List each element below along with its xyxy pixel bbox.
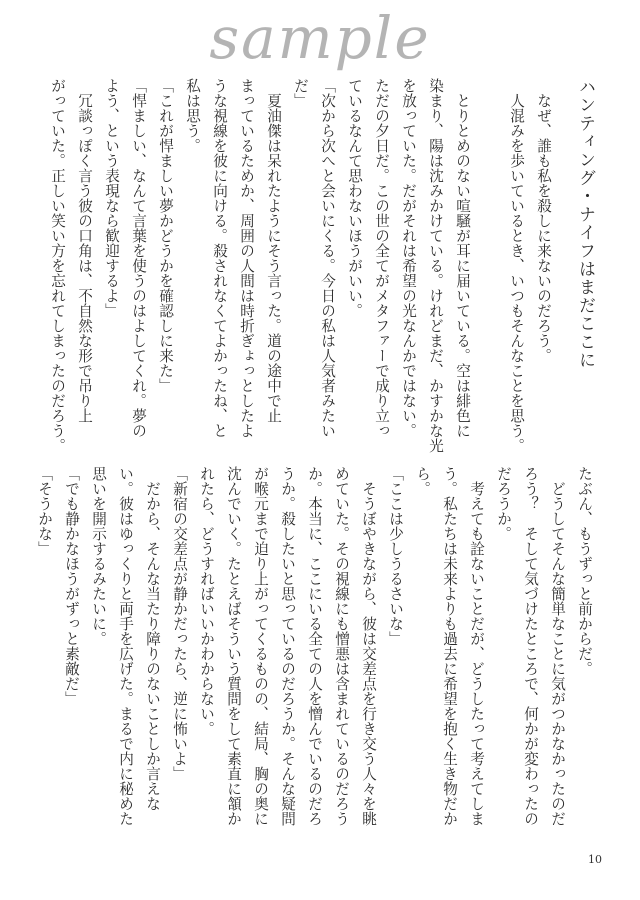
paragraph-line: ただの夕日だ。この世の全てがメタファーで成り立っ	[373, 78, 390, 438]
dialogue-line: 「そうかな」	[36, 466, 53, 556]
paragraph-line: そうぼやきながら、彼は交差点を行き交う人々を眺	[360, 480, 377, 826]
paragraph-line: 思いを開示するみたいに。	[90, 466, 107, 646]
dialogue-line: だ」	[292, 78, 309, 108]
page-number: 10	[588, 853, 602, 866]
paragraph-line: か。本当に、ここにいる全ての人を憎んでいるのだろ	[306, 466, 323, 826]
paragraph-line: 夏油傑は呆れたようにそう言った。道の途中で止	[265, 92, 282, 423]
dialogue-line: 「悍ましい、なんて言葉を使うのはよしてくれ。夢の	[130, 78, 147, 438]
paragraph-line: う。私たちは未来よりも過去に希望を抱く生き物だか	[441, 466, 458, 826]
paragraph-line: 冗談っぽく言う彼の口角は、不自然な形で吊り上	[76, 92, 93, 423]
paragraph-line: がっていた。正しい笑い方を忘れてしまったのだろう。	[49, 78, 66, 453]
dialogue-line: 「新宿の交差点が静かだったら、逆に怖いよ」	[171, 466, 188, 781]
paragraph-line: 私は思う。	[184, 78, 201, 153]
dialogue-line: 「次から次へと会いにくる。今日の私は人気者みたい	[319, 78, 336, 438]
chapter-title: ハンティング・ナイフはまだここに	[575, 78, 595, 370]
paragraph-line: めていた。その視線にも憎悪は含まれているのだろう	[333, 466, 350, 826]
paragraph-line: だから、そんな当たり障りのないことしか言えな	[144, 480, 161, 811]
blank-line	[476, 78, 503, 458]
paragraph-line: を放っていた。だがそれは希望の光なんかではない。	[400, 78, 417, 438]
upper-text-block	[38, 78, 598, 458]
paragraph-line: ているなんて思わないほうがいい。	[346, 78, 363, 318]
paragraph-line: だろうか。	[495, 466, 512, 541]
paragraph-line: ら。	[414, 466, 431, 496]
paragraph-line: 沈んでいく。たとえばそういう質問をして素直に頷か	[225, 466, 242, 826]
paragraph-line: 人混みを歩いているとき、いつもそんなことを思う。	[508, 92, 525, 453]
paragraph-line: どうしてそんな簡単なことに気がつかなかったのだ	[549, 480, 566, 826]
paragraph-line: 染まり、陽は沈みかけている。けれどまだ、かすかな光	[427, 78, 444, 453]
paragraph-line: まっているためか、周囲の人間は時折ぎょっとしたよ	[238, 78, 255, 438]
paragraph-line: なぜ、誰も私を殺しに来ないのだろう。	[535, 92, 552, 363]
dialogue-line: 「ここは少しうるさいな」	[387, 466, 404, 646]
paragraph-line: 考えても詮ないことだが、どうしたって考えてしま	[468, 480, 485, 826]
paragraph-line: れたら、どうすればいいかわからない。	[198, 466, 215, 736]
lower-text-block	[38, 466, 598, 846]
paragraph-line: うな視線を彼に向ける。殺されなくてよかったね、と	[211, 78, 228, 438]
dialogue-line: 「これが悍ましい夢かどうかを確認しに来た」	[157, 78, 174, 393]
dialogue-line: よう、という表現なら歓迎するよ」	[103, 78, 120, 318]
paragraph-line: とりとめのない喧騒が耳に届いている。空は緋色に	[454, 92, 471, 438]
paragraph-line: うか。殺したいと思っているのだろうか。そんな疑問	[279, 466, 296, 826]
paragraph-line: が喉元まで迫り上がってくるものの、結局、胸の奥に	[252, 466, 269, 826]
paragraph-line: ろう？ そして気づけたところで、何かが変わったの	[522, 466, 539, 826]
dialogue-line: 「でも静かなほうがずっと素敵だ」	[63, 466, 80, 706]
sample-watermark: sample	[209, 4, 431, 72]
paragraph-line: たぶん、もうずっと前からだ。	[576, 466, 593, 676]
paragraph-line: い。彼はゆっくりと両手を広げた。まるで内に秘めた	[117, 466, 134, 826]
